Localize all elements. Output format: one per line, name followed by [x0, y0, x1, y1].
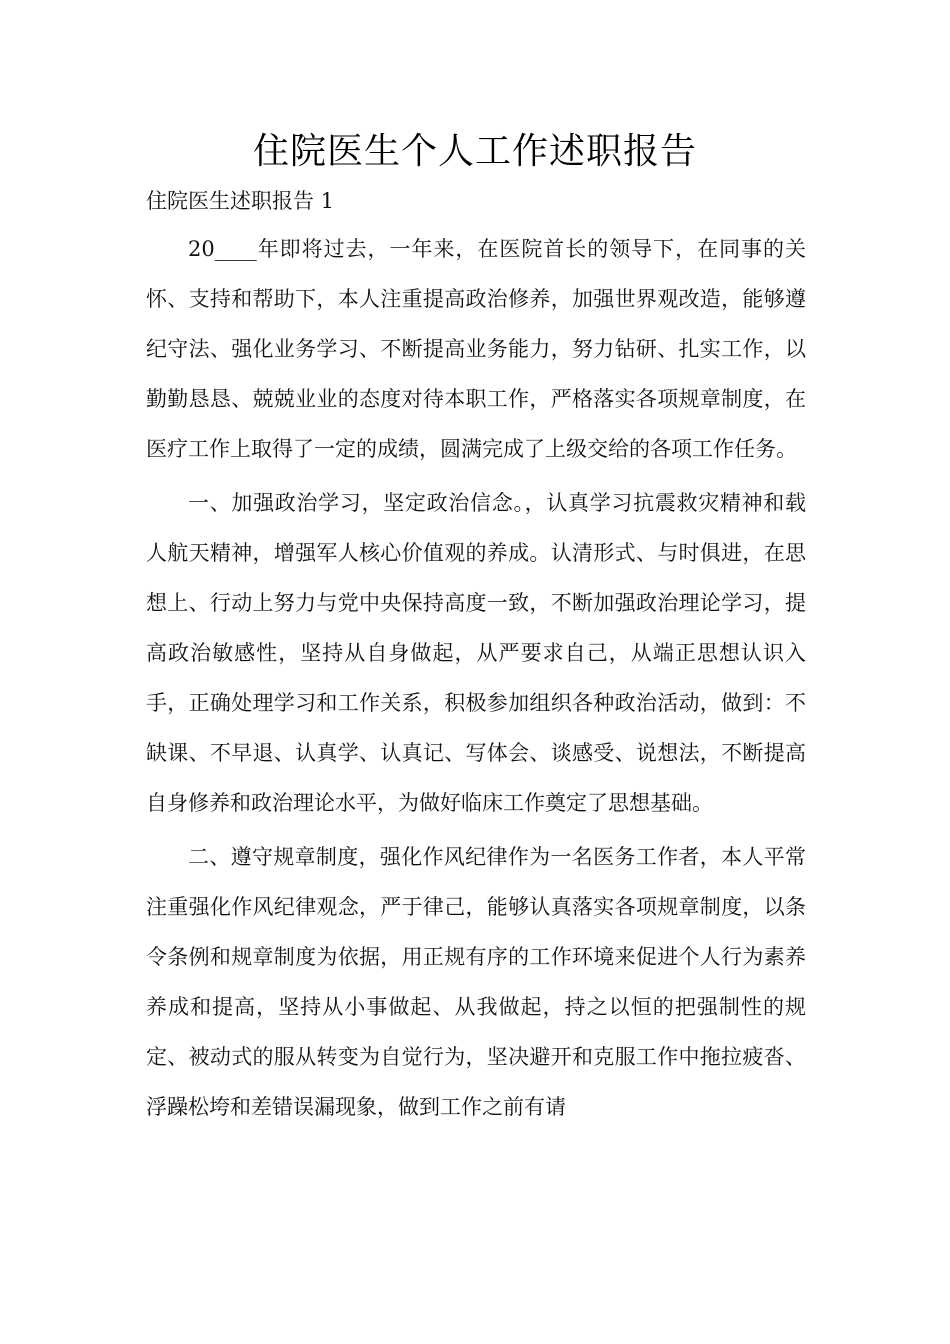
document-body: [146, 224, 806, 1136]
paragraph-intro: 20____年即将过去，一年来，在医院首长的领导下，在同事的关怀、支持和帮助下，本人注重提高政治修养，加强世界观改造，能够遵纪守法、强化业务学习、不断提高业务能力，努力钻研、扎实工作，以勤勤恳恳、兢兢业业的态度对待本职工作，严格落实各项规章制度，在医疗工作上取得了一定的成绩，圆满完成了上级交给的各项工作任务。: [146, 237, 806, 461]
page-title: 住院医生个人工作述职报告: [252, 131, 697, 172]
section-heading: 住院医生述职报告 1: [146, 189, 335, 213]
paragraph-regulations: 二、遵守规章制度，强化作风纪律作为一名医务工作者，本人平常注重强化作风纪律观念，严于律己，能够认真落实各项规章制度，以条令条例和规章制度为依据，用正规有序的工作环境来促进个人行为素养养成和提高，坚持从小事做起、从我做起，持之以恒的把强制性的规定、被动式的服从转变为自觉行为，坚决避开和克服工作中拖拉疲沓、浮躁松垮和差错误漏现象，做到工作之前有请: [146, 845, 806, 1119]
paragraph-political-study: 一、加强政治学习，坚定政治信念。，认真学习抗震救灾精神和载人航天精神，增强军人核心价值观的养成。认清形式、与时俱进，在思想上、行动上努力与党中央保持高度一致，不断加强政治理论学习，提高政治敏感性，坚持从自身做起，从严要求自己，从端正思想认识入手，正确处理学习和工作关系，积极参加组织各种政治活动，做到：不缺课、不早退、认真学、认真记、写体会、谈感受、说想法，不断提高自身修养和政治理论水平，为做好临床工作奠定了思想基础。: [146, 491, 806, 815]
